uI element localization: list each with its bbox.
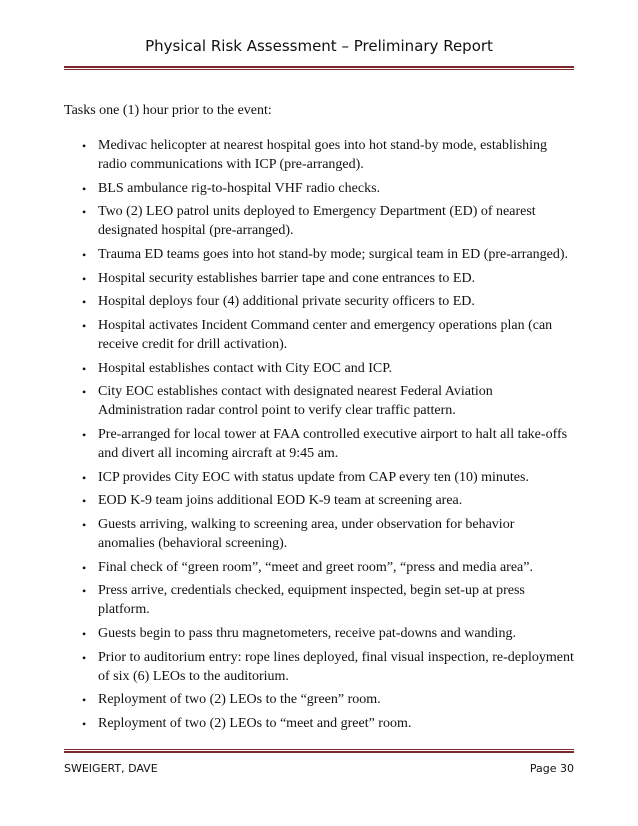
- task-text: Medivac helicopter at nearest hospital goes into hot stand-by mode, establishing radio communications with ICP (pre-arranged).: [98, 138, 548, 172]
- bullet-icon: •: [82, 716, 87, 731]
- task-text: Hospital deploys four (4) additional private security officers to ED.: [98, 294, 475, 310]
- footer-page-number: Page 30: [529, 762, 574, 775]
- task-text: Prior to auditorium entry: rope lines deployed, final visual inspection, re-deployment of six (6) LEOs to the auditorium.: [98, 649, 574, 684]
- task-list-item: [64, 492, 574, 511]
- bullet-icon: •: [82, 205, 87, 220]
- task-text: BLS ambulance rig-to-hospital VHF radio checks.: [98, 180, 381, 196]
- task-text: Two (2) LEO patrol units deployed to Emergency Department (ED) of nearest designated hospital (pre-arranged).: [98, 204, 536, 239]
- task-list-item: [64, 360, 574, 379]
- bullet-icon: •: [82, 427, 87, 442]
- task-list-item: [64, 426, 574, 464]
- task-list-item: [64, 691, 574, 710]
- task-list-item: [64, 582, 574, 620]
- task-list-item: [64, 203, 574, 241]
- bullet-icon: •: [82, 181, 87, 196]
- bullet-icon: •: [82, 650, 87, 665]
- task-text: Guests begin to pass thru magnetometers, receive pat-downs and wanding.: [98, 625, 516, 641]
- footer-author: SWEIGERT, DAVE: [64, 762, 158, 775]
- task-list-item: [64, 317, 574, 355]
- task-text: Guests arriving, walking to screening area, under observation for behavior anomalies (behavioral screening).: [98, 516, 515, 551]
- bullet-icon: •: [82, 560, 87, 575]
- task-list-item: [64, 469, 574, 488]
- bullet-icon: •: [82, 494, 87, 509]
- task-list-item: [64, 270, 574, 289]
- header-title: Physical Risk Assessment – Preliminary Report: [145, 37, 493, 55]
- task-text: Press arrive, credentials checked, equipment inspected, begin set-up at press platform.: [98, 583, 525, 618]
- bullet-icon: •: [82, 693, 87, 708]
- task-text: Pre-arranged for local tower at FAA controlled executive airport to halt all take-offs and divert all incoming aircraft at 9:45 am.: [98, 426, 568, 461]
- header-rule: [64, 66, 574, 70]
- footer-rule: [64, 749, 574, 753]
- intro-text: Tasks one (1) hour prior to the event:: [64, 103, 272, 118]
- task-text: Trauma ED teams goes into hot stand-by mode; surgical team in ED (pre-arranged).: [98, 246, 569, 262]
- task-list-item: [64, 137, 574, 175]
- bullet-icon: •: [82, 517, 87, 532]
- bullet-icon: •: [82, 470, 87, 485]
- task-list-item: [64, 715, 574, 734]
- task-list-item: [64, 516, 574, 554]
- task-text: ICP provides City EOC with status update from CAP every ten (10) minutes.: [98, 469, 529, 485]
- bullet-icon: •: [82, 584, 87, 599]
- task-list-item: [64, 180, 574, 199]
- bullet-icon: •: [82, 271, 87, 286]
- task-list-item: [64, 559, 574, 578]
- task-text: Reployment of two (2) LEOs to “meet and greet” room.: [98, 715, 412, 731]
- bullet-icon: •: [82, 626, 87, 641]
- bullet-icon: •: [82, 139, 87, 153]
- task-list-item: [64, 649, 574, 687]
- task-text: Hospital security establishes barrier tape and cone entrances to ED.: [98, 270, 476, 286]
- task-text: City EOC establishes contact with designated nearest Federal Aviation Administration radar control point to verify clear traffic pattern.: [98, 384, 493, 419]
- task-list-item: [64, 246, 574, 265]
- task-list-item: [64, 625, 574, 644]
- task-text: Hospital activates Incident Command center and emergency operations plan (can receive credit for drill activation).: [98, 318, 553, 352]
- task-text: Reployment of two (2) LEOs to the “green” room.: [98, 692, 381, 708]
- bullet-icon: •: [82, 319, 87, 334]
- bullet-icon: •: [82, 385, 87, 400]
- bullet-icon: •: [82, 295, 87, 310]
- task-list-item: [64, 293, 574, 312]
- bullet-icon: •: [82, 361, 87, 376]
- task-list-item: [64, 383, 574, 421]
- bullet-icon: •: [82, 247, 87, 262]
- task-text: Final check of “green room”, “meet and greet room”, “press and media area”.: [98, 559, 533, 575]
- task-text: EOD K-9 team joins additional EOD K-9 team at screening area.: [98, 493, 463, 509]
- task-text: Hospital establishes contact with City EOC and ICP.: [98, 360, 392, 376]
- task-list: [64, 137, 574, 739]
